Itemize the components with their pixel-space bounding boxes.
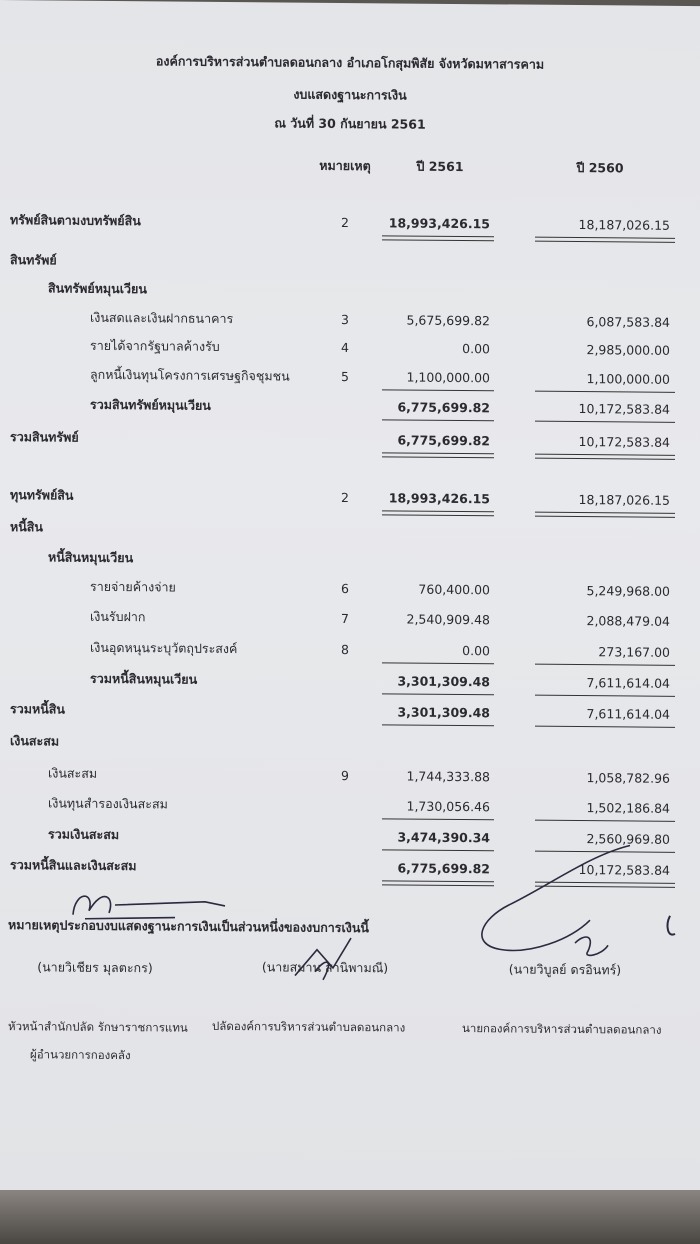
row-value-2561: 3,301,309.48 (397, 704, 490, 721)
row-value-2561: 6,775,699.82 (397, 860, 490, 877)
row-value-2561: 1,744,333.88 (406, 768, 490, 785)
row-label: รวมสินทรัพย์ (10, 429, 79, 445)
total-rule (535, 421, 675, 423)
signature-3 (470, 824, 700, 966)
row-value-2560: 2,985,000.00 (586, 342, 670, 358)
row-value-2560: 10,172,583.84 (578, 862, 670, 878)
row-value-2560 (545, 285, 670, 286)
signatory-3-title: นายกองค์การบริหารส่วนตำบลดอนกลาง (462, 1021, 662, 1037)
row-value-2561: 1,730,056.46 (406, 798, 490, 815)
row-label: หนี้สินหมุนเวียน (48, 549, 134, 566)
signatory-2-title: ปลัดองค์การบริหารส่วนตำบลดอนกลาง (212, 1018, 406, 1035)
row-value-2561: 0.00 (462, 341, 490, 357)
row-value-2561: 0.00 (462, 643, 490, 659)
row-value-2560: 273,167.00 (598, 644, 670, 660)
row-note: 8 (341, 641, 349, 658)
footnote: หมายเหตุประกอบงบแสดงฐานะการเงินเป็นส่วนหนึ่งของงบการเงินนี้ (8, 917, 369, 936)
desk-background (0, 1190, 700, 1244)
signatory-3-name: (นายวิบูลย์ ดรอินทร์) (508, 961, 622, 978)
row-value-2560: 6,087,583.84 (586, 314, 670, 330)
row-label: เงินอุดหนุนระบุวัตถุประสงค์ (90, 639, 238, 657)
row-note: 2 (341, 489, 349, 506)
row-value-2560: 1,100,000.00 (586, 371, 670, 387)
col-2561-header: ปี 2561 (416, 158, 464, 175)
row-label: รวมหนี้สินหมุนเวียน (90, 670, 198, 687)
row-value-2560: 5,249,968.00 (586, 583, 670, 599)
row-label: รวมหนี้สิน (10, 701, 65, 717)
row-label: หนี้สิน (10, 519, 43, 535)
statement-title: งบแสดงฐานะการเงิน (293, 86, 407, 103)
total-rule (382, 818, 494, 820)
total-rule (382, 693, 494, 695)
row-value-2561: 3,474,390.34 (397, 829, 490, 846)
row-note: 2 (341, 214, 349, 231)
row-value-2560: 7,611,614.04 (586, 675, 670, 691)
row-value-2560 (545, 257, 670, 258)
row-value-2561: 18,993,426.15 (388, 490, 490, 507)
total-rule (535, 820, 675, 822)
row-note: 7 (341, 610, 349, 627)
row-note: 9 (341, 767, 349, 784)
row-value-2560: 18,187,026.15 (578, 217, 670, 233)
total-rule (535, 454, 675, 460)
total-rule (535, 237, 675, 243)
total-rule (535, 726, 675, 728)
total-rule (382, 510, 494, 516)
row-label: เงินสะสม (48, 765, 98, 781)
row-value-2561 (380, 522, 490, 523)
row-value-2561 (380, 552, 490, 553)
row-note: 6 (341, 580, 349, 597)
row-label: รวมหนี้สินและเงินสะสม (10, 857, 137, 874)
row-value-2560 (545, 524, 670, 525)
org-heading: องค์การบริหารส่วนตำบลดอนกลาง อำเภอโกสุมพิสัย จังหวัดมหาสารคาม (155, 53, 545, 72)
signatory-1-name: (นายวิเชียร มุลตะกร) (37, 959, 153, 976)
row-value-2561 (380, 736, 490, 737)
total-rule (382, 389, 494, 391)
row-value-2560 (545, 738, 670, 739)
row-label: รวมเงินสะสม (48, 826, 120, 843)
row-value-2561: 6,775,699.82 (397, 399, 490, 416)
row-label: เงินทุนสำรองเงินสะสม (48, 795, 168, 812)
row-value-2560: 10,172,583.84 (578, 434, 670, 450)
row-value-2561: 3,301,309.48 (397, 673, 490, 690)
row-value-2560: 1,058,782.96 (586, 770, 670, 786)
row-value-2561: 1,100,000.00 (406, 369, 490, 386)
row-value-2560: 2,088,479.04 (586, 613, 670, 629)
statement-date: ณ วันที่ 30 กันยายน 2561 (274, 115, 426, 132)
row-note: 5 (341, 368, 349, 385)
row-value-2561 (380, 255, 490, 256)
row-label: เงินสะสม (10, 733, 60, 749)
total-rule (382, 662, 494, 664)
row-label: รายได้จากรัฐบาลค้างรับ (90, 337, 220, 354)
col-note-header: หมายเหตุ (319, 157, 371, 174)
row-note: 4 (341, 339, 349, 356)
total-rule (382, 235, 494, 241)
total-rule (535, 391, 675, 393)
signatory-1-title: หัวหน้าสำนักปลัด รักษาราชการแทน (8, 1019, 188, 1035)
row-label: รวมสินทรัพย์หมุนเวียน (90, 396, 211, 413)
row-value-2560: 7,611,614.04 (586, 706, 670, 722)
row-value-2561: 6,775,699.82 (397, 432, 490, 449)
total-rule (535, 695, 675, 697)
row-value-2560: 2,560,969.80 (586, 831, 670, 847)
row-value-2561: 18,993,426.15 (388, 215, 490, 232)
total-rule (382, 452, 494, 458)
row-note: 3 (341, 311, 349, 328)
row-value-2561: 2,540,909.48 (406, 611, 490, 628)
row-label: เงินรับฝาก (90, 608, 146, 625)
row-label: เงินสดและเงินฝากธนาคาร (90, 309, 234, 327)
total-rule (535, 512, 675, 518)
row-label: ทรัพย์สินตามงบทรัพย์สิน (10, 212, 141, 229)
row-label: ทุนทรัพย์สิน (10, 487, 74, 503)
row-value-2561: 760,400.00 (418, 581, 490, 598)
row-label: ลูกหนี้เงินทุนโครงการเศรษฐกิจชุมชน (90, 366, 290, 384)
row-value-2560: 1,502,186.84 (586, 800, 670, 816)
col-2560-header: ปี 2560 (576, 160, 624, 176)
signatory-2-name: (นายสมาน สานิพามณี) (261, 959, 389, 976)
row-label: สินทรัพย์หมุนเวียน (48, 280, 147, 297)
total-rule (382, 419, 494, 421)
row-label: รายจ่ายค้างจ่าย (90, 578, 176, 595)
row-value-2560: 10,172,583.84 (578, 401, 670, 417)
row-value-2561 (380, 283, 490, 284)
total-rule (535, 664, 675, 666)
signature-1 (55, 878, 255, 940)
signatory-1-title-2: ผู้อำนวยการกองคลัง (30, 1047, 131, 1063)
row-value-2560 (545, 554, 670, 555)
row-value-2561: 5,675,699.82 (406, 312, 490, 329)
row-value-2560: 18,187,026.15 (578, 492, 670, 508)
row-label: สินทรัพย์ (10, 252, 57, 268)
total-rule (382, 724, 494, 726)
